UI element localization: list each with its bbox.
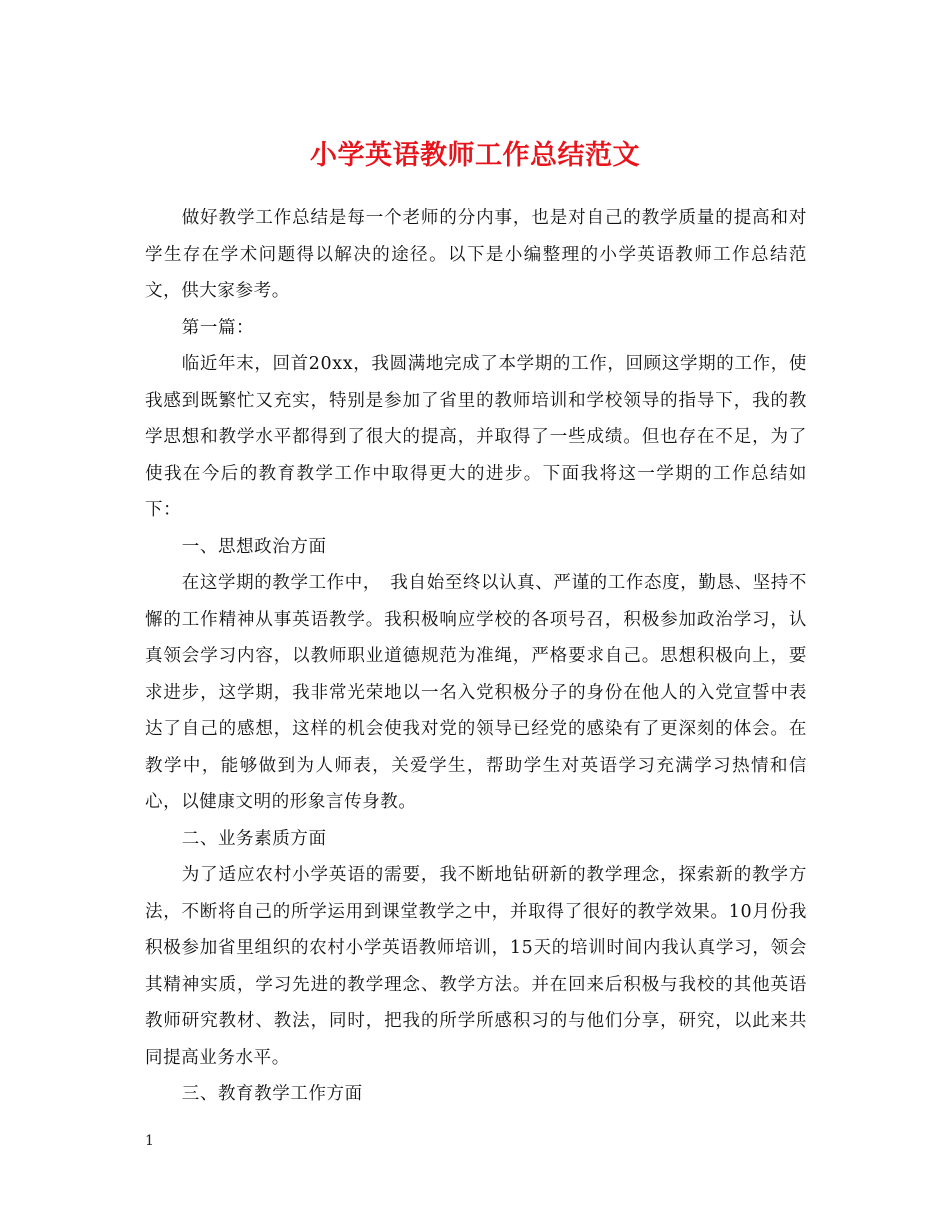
section-1-heading: 一、思想政治方面 <box>181 536 327 557</box>
intro-paragraph: 做好教学工作总结是每一个老师的分内事，也是对自己的教学质量的提高和对学生存在学术问题得以解决的途径。以下是小编整理的小学英语教师工作总结范文，供大家参考。 <box>145 208 807 301</box>
paragraph-1: 临近年末，回首20xx，我圆满地完成了本学期的工作，回顾这学期的工作，使我感到既繁忙又充实，特别是参加了省里的教师培训和学校领导的指导下，我的教学思想和教学水平都得到了很大的提高，并取得了一些成绩。但也存在不足，为了使我在今后的教育教学工作中取得更大的进步。下面我将这一学期的工作总结如下： <box>145 354 807 520</box>
part-label: 第一篇： <box>181 317 255 338</box>
section-1-text: 在这学期的教学工作中， 我自始至终以认真、严谨的工作态度，勤恳、坚持不懈的工作精神从事英语教学。我积极响应学校的各项号召，积极参加政治学习，认真领会学习内容，以教师职业道德规范为准绳，严格要求自己。思想积极向上，要求进步，这学期，我非常光荣地以一名入党积极分子的身份在他人的入党宣誓中表达了自己的感想，这样的机会使我对党的领导已经党的感染有了更深刻的体会。在教学中，能够做到为人师表，关爱学生，帮助学生对英语学习充满学习热情和信心，以健康文明的形象言传身教。 <box>145 573 807 812</box>
page-number: 1 <box>145 1133 154 1149</box>
section-2-heading: 二、业务素质方面 <box>181 828 327 849</box>
document-body <box>145 200 807 1113</box>
section-2-text: 为了适应农村小学英语的需要，我不断地钻研新的教学理念，探索新的教学方法，不断将自己的所学运用到课堂教学之中，并取得了很好的教学效果。10月份我积极参加省里组织的农村小学英语教师培训，15天的培训时间内我认真学习，领会其精神实质，学习先进的教学理念、教学方法。并在回来后积极与我校的其他英语教师研究教材、教法，同时，把我的所学所感积习的与他们分享，研究，以此来共同提高业务水平。 <box>145 865 807 1068</box>
section-3-heading: 三、教育教学工作方面 <box>181 1084 363 1104</box>
document-title: 小学英语教师工作总结范文 <box>310 140 640 171</box>
